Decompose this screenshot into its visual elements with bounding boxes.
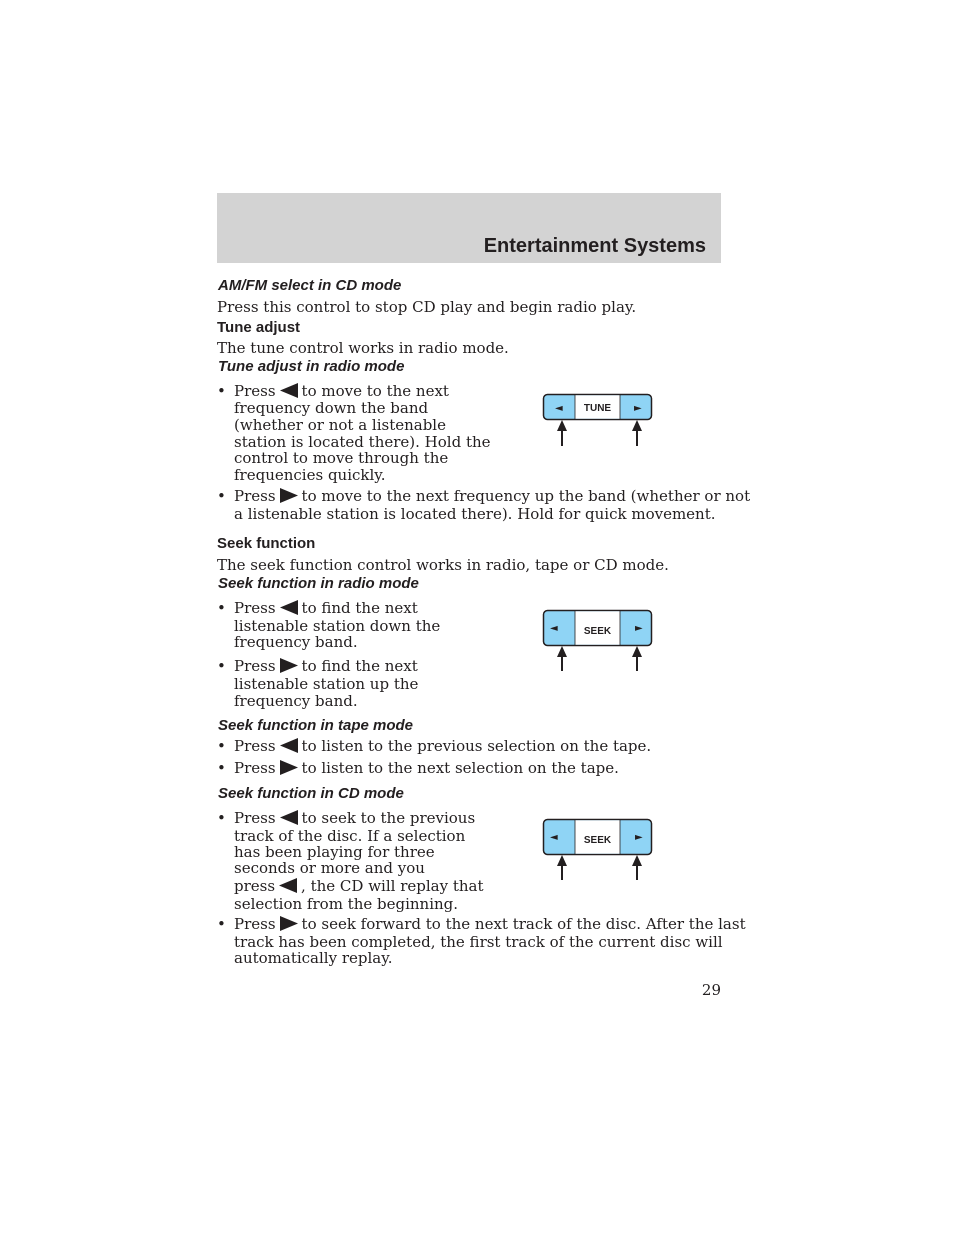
bullet-dot: • bbox=[217, 759, 226, 777]
heading-tune-adjust: Tune adjust bbox=[217, 319, 301, 336]
bullet-dot: • bbox=[217, 487, 226, 505]
section-header bbox=[217, 193, 721, 263]
right-triangle-icon bbox=[280, 760, 298, 775]
bullet-dot: • bbox=[217, 657, 226, 675]
right-triangle-icon bbox=[280, 916, 298, 931]
heading-seek-cd: Seek function in CD mode bbox=[218, 785, 404, 802]
left-arrow-icon: ◄ bbox=[550, 623, 558, 634]
text-seek-function: The seek function control works in radio, tape or CD mode. bbox=[217, 556, 669, 574]
heading-seek-tape: Seek function in tape mode bbox=[218, 717, 414, 734]
right-triangle-icon bbox=[280, 658, 298, 673]
seek-label: SEEK bbox=[583, 835, 612, 846]
left-triangle-icon bbox=[280, 383, 298, 398]
seek-label: SEEK bbox=[583, 626, 612, 637]
page-number: 29 bbox=[701, 981, 721, 999]
heading-seek-function: Seek function bbox=[217, 535, 316, 552]
text-amfm-cd: Press this control to stop CD play and begin radio play. bbox=[217, 298, 637, 316]
left-arrow-icon: ◄ bbox=[550, 832, 558, 843]
text-tune-adjust: The tune control works in radio mode. bbox=[217, 339, 509, 357]
bullet-dot: • bbox=[217, 915, 226, 933]
right-arrow-icon: ► bbox=[635, 832, 643, 843]
right-triangle-icon bbox=[280, 488, 298, 503]
bullet-dot: • bbox=[217, 382, 226, 400]
section-title: Entertainment Systems bbox=[483, 235, 706, 257]
right-arrow-icon: ► bbox=[634, 403, 642, 414]
seek-control-diagram-cd bbox=[542, 818, 654, 874]
heading-amfm-cd: AM/FM select in CD mode bbox=[218, 277, 402, 294]
left-arrow-icon: ◄ bbox=[555, 403, 563, 414]
bullet-dot: • bbox=[217, 737, 226, 755]
bullet-dot: • bbox=[217, 599, 226, 617]
left-triangle-icon bbox=[279, 878, 297, 893]
heading-tune-radio: Tune adjust in radio mode bbox=[218, 358, 405, 375]
left-triangle-icon bbox=[280, 810, 298, 825]
heading-seek-radio: Seek function in radio mode bbox=[218, 575, 419, 592]
left-triangle-icon bbox=[280, 600, 298, 615]
bullet-dot: • bbox=[217, 809, 226, 827]
left-triangle-icon bbox=[280, 738, 298, 753]
seek-control-diagram-radio bbox=[542, 609, 654, 665]
tune-label: TUNE bbox=[583, 403, 612, 414]
tune-control-diagram bbox=[542, 393, 654, 449]
right-arrow-icon: ► bbox=[635, 623, 643, 634]
